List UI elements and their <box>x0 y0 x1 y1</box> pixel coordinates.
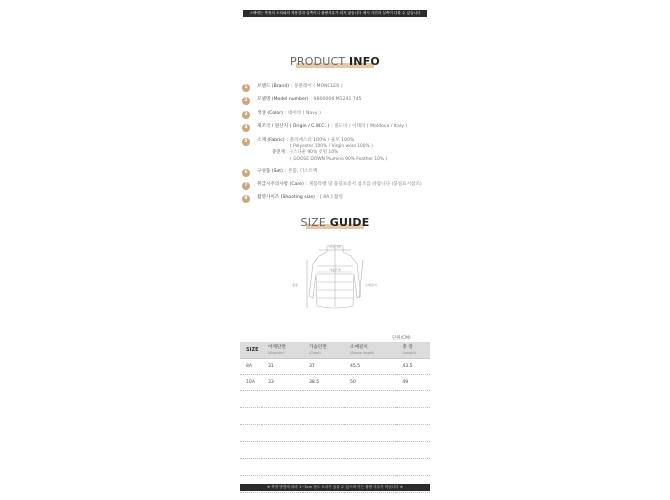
row-number-badge: 7 <box>242 182 250 190</box>
filling-value: : 구스다운 90% 깃털 10% <box>286 150 339 155</box>
cell-chest: 37 <box>303 359 344 375</box>
product-info-title-light: PRODUCT <box>290 55 346 68</box>
info-row-care <box>242 182 422 190</box>
info-label: 브랜드 (Brand) <box>257 84 290 89</box>
info-value: : [ 8A ] 촬영 <box>316 195 343 200</box>
info-label: 소재 (Fabric) <box>257 138 285 143</box>
cell-length: 49 <box>396 375 430 391</box>
table-row-empty <box>240 442 430 459</box>
cell-shoulder: 31 <box>262 359 303 375</box>
cell-size: 8A <box>240 359 262 375</box>
unit-label: 단위(CM) <box>392 336 411 341</box>
row-number-badge: 3 <box>242 111 250 119</box>
info-label: 색상 (Color) <box>257 111 283 116</box>
info-value: : 폴리에스터 100% / 울모 100% <box>286 138 355 143</box>
size-table-header <box>240 342 430 359</box>
col-shoulder: 어깨단면 (Shoulder) <box>262 342 303 359</box>
col-sleeve: 소매길이 (Sleeve length) <box>344 342 396 359</box>
cell-length: 43.5 <box>396 359 430 375</box>
filling-label: 충전재 <box>272 150 285 155</box>
table-row-empty <box>240 459 430 476</box>
fabric-line-1: ( Polyester 100% / Virgin wool 100% ) <box>290 144 373 149</box>
shoulder-label: 어깨단면 <box>329 245 341 249</box>
info-row-shooting-size <box>242 195 343 203</box>
row-number-badge: 8 <box>242 195 250 203</box>
size-guide-title <box>0 216 670 229</box>
bottom-notice-bar: ※ 측정 방법에 따라 1~3cm 정도 오차가 있을 수 있으며 이는 불량 사유가 아닙니다 ※ <box>240 484 430 491</box>
product-info-title-bold: INFO <box>349 55 380 68</box>
col-size: SIZE <box>240 342 262 359</box>
size-guide-title-light: SIZE <box>300 216 327 229</box>
top-notice-bar: 스펙에는 측정의 오차와의 착용감과 실측이니 불량사유가 되지 않습니다 예시 사진과 실측이 다를 수 있습니다 <box>243 10 427 17</box>
info-row-color <box>242 111 321 119</box>
cell-shoulder: 33 <box>262 375 303 391</box>
info-label: 모델명 (Model number) <box>257 97 309 102</box>
size-guide-title-bold: GUIDE <box>329 216 370 229</box>
row-number-badge: 4 <box>242 124 250 132</box>
row-number-badge: 6 <box>242 169 250 177</box>
fabric-line-2: ( GOOSE DOWN Piumino 90% Feather 10% ) <box>290 157 388 162</box>
info-row-model <box>242 97 362 105</box>
col-chest: 가슴단면 (Chest) <box>303 342 344 359</box>
product-info-title <box>0 55 670 68</box>
info-value: : 몽클레어 ( MONCLER ) <box>291 84 343 89</box>
info-value: : 본품, 더스트백 <box>284 169 318 174</box>
info-label: 구성품 (Set) <box>257 169 283 174</box>
info-label: 제조국 / 원산지 ( Origin / C.W.C. ) <box>257 124 330 129</box>
table-row <box>240 359 430 375</box>
info-value: : 네이비 ( Navy ) <box>284 111 321 116</box>
cell-size: 10A <box>240 375 262 391</box>
table-row-empty <box>240 408 430 425</box>
cell-sleeve: 50 <box>344 375 396 391</box>
info-row-set <box>242 169 317 177</box>
length-label: 총장 <box>292 283 298 287</box>
col-length: 총 장 (Length) <box>396 342 430 359</box>
row-number-badge: 5 <box>242 138 250 146</box>
info-label: 취급시주의사항 (Care) <box>257 182 304 187</box>
jacket-measurement-diagram <box>285 240 385 324</box>
info-value: : 제품라벨 및 품질보증서 참조를 바랍니다 (품질표시참조) <box>305 182 422 187</box>
cell-sleeve: 45.5 <box>344 359 396 375</box>
info-label: 촬영사이즈 (Shooting size) <box>257 195 315 200</box>
cell-chest: 38.5 <box>303 375 344 391</box>
info-value: : 9B00006 M1241 745 <box>310 97 362 102</box>
table-row-empty <box>240 425 430 442</box>
info-row-brand <box>242 84 343 92</box>
sleeve-label: 소매길이 <box>365 283 377 287</box>
chest-label: 가슴단면 <box>329 268 341 272</box>
table-row <box>240 375 430 391</box>
row-number-badge: 2 <box>242 97 250 105</box>
row-number-badge: 1 <box>242 84 250 92</box>
info-row-origin <box>242 124 407 132</box>
filling-line <box>272 150 338 156</box>
table-row-empty <box>240 391 430 408</box>
size-table <box>240 342 430 493</box>
info-value: : 몰도바 / 이태리 ( Moldova / Italy ) <box>331 124 408 129</box>
